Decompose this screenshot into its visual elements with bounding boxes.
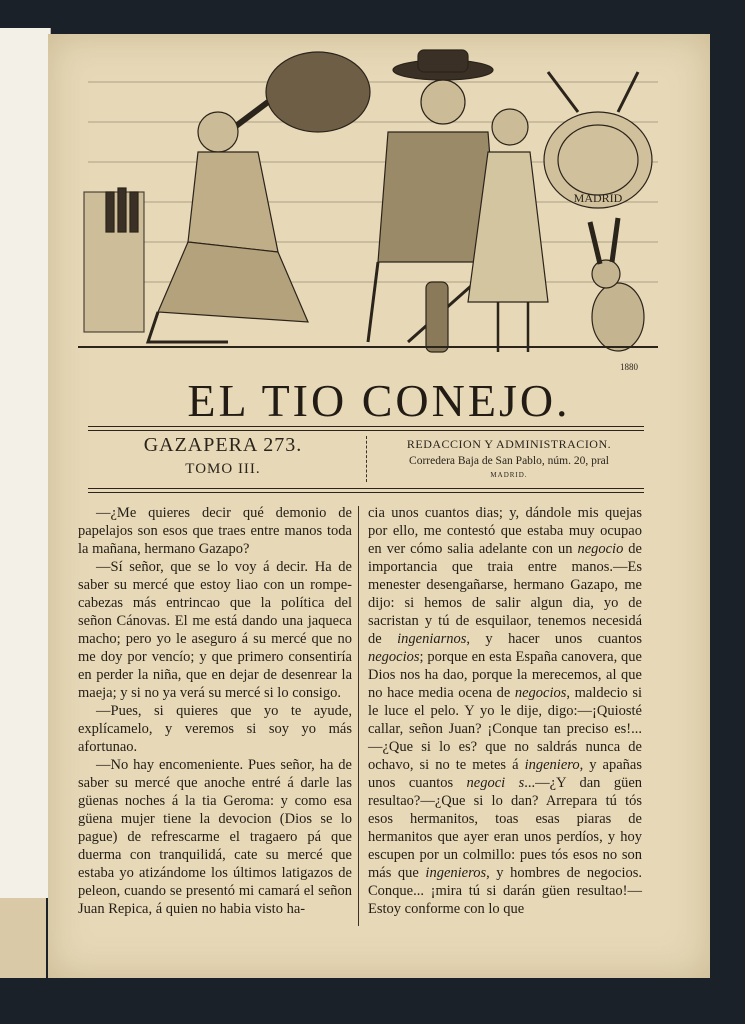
facing-page-edge [0,898,46,978]
redaccion-heading: REDACCION Y ADMINISTRACION. [406,437,612,451]
header-rule-bottom-thin [88,492,644,493]
masthead-illustration [78,42,658,374]
illustration-year: 1880 [620,362,638,372]
paragraph: cia unos cuantos dias; y, dándole mis quejas por ello, me contestó que estaba muy ocupao en ver cómo salia adelante con un negocio de importancia que traia entre manos.—Es menester desengañarse, hermano Gazapo, me dijo: si hemos de salir algun dia, yo de sacristan y tú de esquilaor, tenemos necesidá de ingeniarnos, y hacer unos cuantos negocios; porque en esta España canovera, que Dios nos ha dao, porque la merecemos, al que no hace media ocena de negocios, maldecio si le luce el pelo. Y yo le dije, digo:—¡Quiosté callar, señon Juan? ¡Conque tan preciso es!...—¿Que si lo es? que no saldrás nunca de ochavo, si no te metes á ingeniero, y apañas unos cuantos negoci s...—¿Y dan güen resultao?—¿Que si lo dan? Arrepara tú tós esos hermanitos, toas esas piaras de hermanitos que ayer eran unos perdíos, y hoy escupen por un colmillo: pues tós esos no son más que ingenieros, y hombres de negocios. Conque... ¡mira tú si darán güen resultao!—Estoy conforme con lo que [368,505,643,917]
issue-info [88,434,358,478]
paragraph: —No hay encomeniente. Pues señor, ha de saber su mercé que anoche entré á darle las güenas noches á la tia Geroma: y como esa güena mujer tiene la devocion (Dios se lo pague) de refrescarme el tragaero pá que duerma con tranquilidá, cate su mercé que estaba yo atizándome los últimos latigazos de peleon, cuando se presentó mi camará el señon Juan Repica, á quien no habia visto ha- [78,757,352,917]
masthead-title: EL TIO CONEJO. [187,375,571,426]
header-rule-bottom [88,488,644,489]
paragraph: —Sí señor, que se lo voy á decir. Ha de saber su mercé que estoy liao con un rompe-cabezas más entrincao que la política del señon Cánovas. El me está dando una jaqueca macho; pero yo le aseguro á su mercé que no me doy por vencío; y que primero consentiría en perder la niña, que en dejar de desenrear la maeja; y si no ya verá su mercé si lo consigo. [78,559,352,701]
stamp-text: MADRID [573,191,623,205]
paragraph: —Pues, si quieres que yo te ayude, explícamelo, y veremos si soy yo más afortunao. [78,703,352,755]
facing-page [0,28,51,898]
issue-number: GAZAPERA 273. [143,434,303,456]
header-rule-top-thin [88,430,644,431]
column-divider [358,506,359,926]
publisher-info [374,437,644,479]
header-divider [366,436,367,482]
article-column-left [78,504,352,918]
paragraph: —¿Me quieres decir qué demonio de papelajos son esos que traes entre manos toda la mañana, hermano Gazapo? [78,505,352,557]
volume-number: TOMO III. [185,461,261,477]
newspaper-page [48,34,710,978]
header-rule-top [88,426,644,427]
article-column-right [368,504,642,918]
publisher-address: Corredera Baja de San Pablo, núm. 20, pral [409,455,609,467]
publisher-city: MADRID. [490,471,528,479]
